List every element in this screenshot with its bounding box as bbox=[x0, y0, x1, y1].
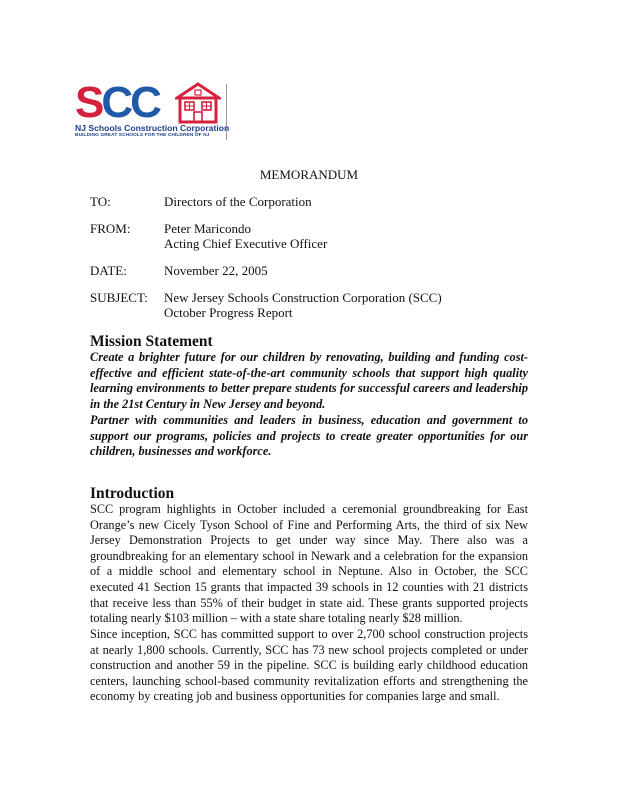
subject-line-2: October Progress Report bbox=[164, 305, 293, 320]
scc-logo bbox=[75, 78, 235, 144]
logo-letter-c1: C bbox=[101, 78, 131, 127]
mission-heading: Mission Statement bbox=[90, 333, 213, 350]
subject-label: SUBJECT: bbox=[90, 290, 148, 305]
mission-paragraph-2: Partner with communities and leaders in business, education and government to support our programs, policies and projects to create greater opportunities for our children, businesses and workforce. bbox=[90, 413, 528, 458]
mission-paragraph-1: Create a brighter future for our children by renovating, building and funding cost-effective and efficient state-of-the-art community schools that support high quality learning environments to better prepare students for successful careers and leadership in the 21st Century in New Jersey and beyond. bbox=[90, 350, 528, 411]
from-title: Acting Chief Executive Officer bbox=[164, 236, 328, 251]
to-value: Directors of the Corporation bbox=[164, 194, 312, 209]
logo-letters bbox=[75, 78, 159, 127]
logo-letter-c2: C bbox=[130, 78, 159, 127]
to-label: TO: bbox=[90, 194, 111, 209]
introduction-paragraph-1: SCC program highlights in October included a ceremonial groundbreaking for East Orange’s new Cicely Tyson School of Fine and Performing Arts, the third of six New Jersey Demonstration Projects to get under way since May. There also was a groundbreaking for an elementary school in Newark and a celebration for the expansion of a middle school and elementary school in Neptune. Also in October, the SCC executed 41 Section 15 grants that impacted 39 schools in 12 counties with 21 districts that receive less than 55% of their budget in state aid. These grants supported projects totaling nearly $103 million – with a state share totaling nearly $28 million. bbox=[90, 502, 528, 626]
from-name: Peter Maricondo bbox=[164, 221, 252, 236]
date-label: DATE: bbox=[90, 263, 127, 278]
logo-letter-s: S bbox=[75, 78, 102, 127]
subject-line-1: New Jersey Schools Construction Corporation (SCC) bbox=[164, 290, 442, 305]
date-value: November 22, 2005 bbox=[164, 263, 268, 278]
from-label: FROM: bbox=[90, 221, 131, 236]
memo-title: MEMORANDUM bbox=[259, 167, 359, 182]
logo-tagline: BUILDING GREAT SCHOOLS FOR THE CHILDREN OF NJ bbox=[75, 133, 210, 138]
logo-org-name: NJ Schools Construction Corporation bbox=[75, 123, 230, 133]
introduction-paragraph-2: Since inception, SCC has committed support to over 2,700 school construction projects at nearly 1,800 schools. Currently, SCC has 73 new school projects completed or under construction and another 59 in the pipeline. SCC is building early childhood education centers, launching school-based community revitalization efforts and strengthening the economy by creating job and business opportunities for companies large and small. bbox=[90, 627, 528, 704]
introduction-heading: Introduction bbox=[90, 485, 175, 502]
schoolhouse-icon bbox=[175, 82, 221, 124]
